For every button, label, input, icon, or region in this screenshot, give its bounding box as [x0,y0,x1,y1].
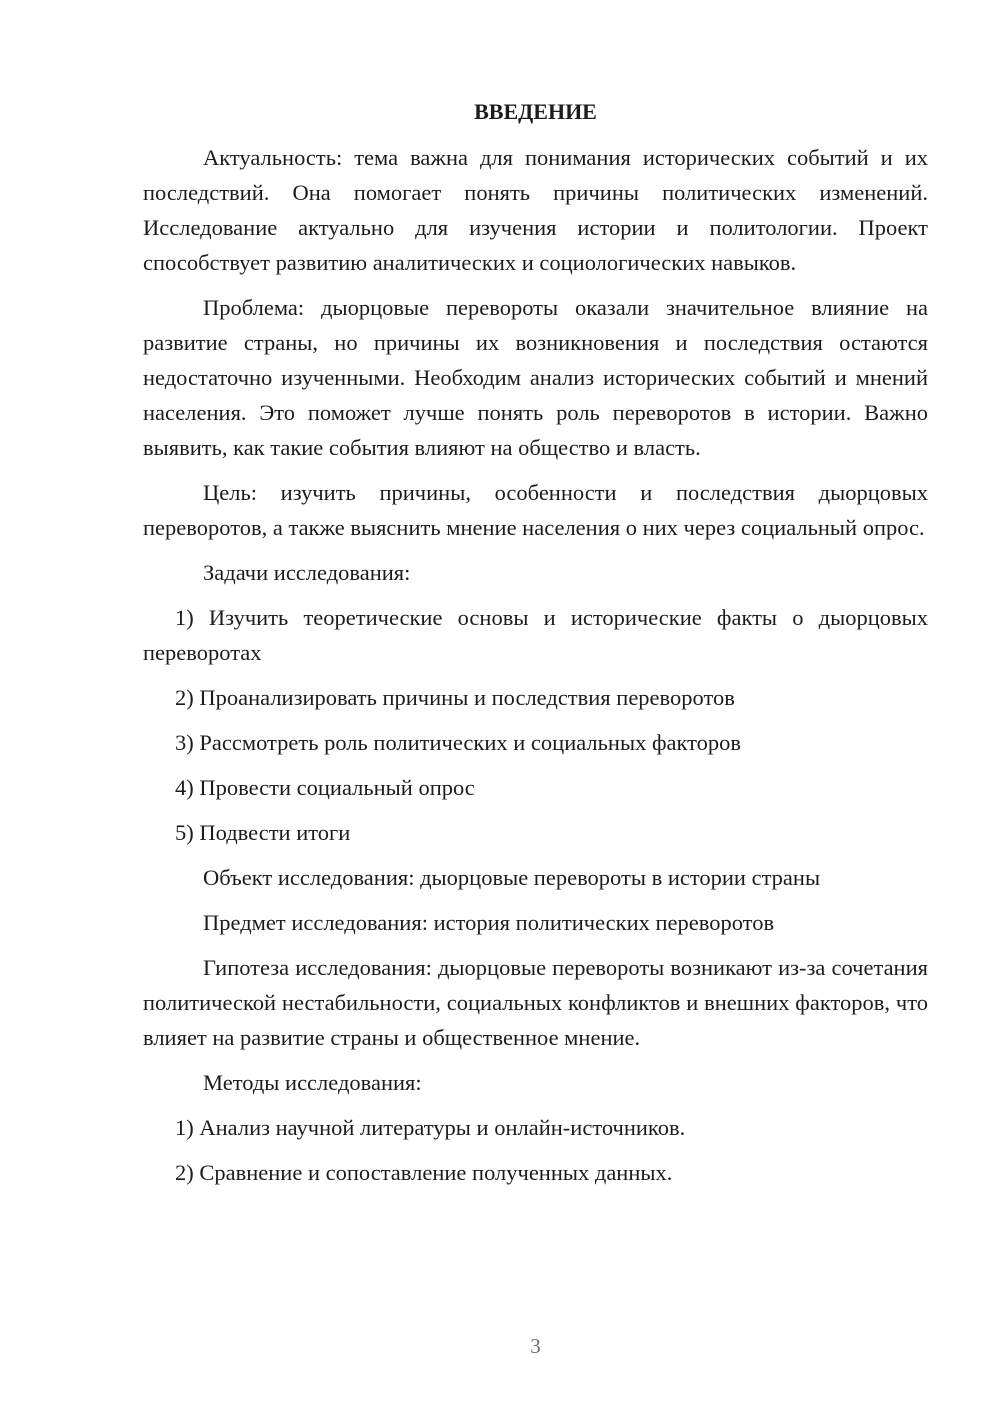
object-paragraph: Объект исследования: дыорцовые перевороты в истории страны [203,865,821,890]
task-item-4: 4) Провести социальный опрос [175,775,475,800]
page-content [143,94,928,1200]
method-item-1: 1) Анализ научной литературы и онлайн-источников. [175,1115,686,1140]
goal-paragraph: Цель: изучить причины, особенности и последствия дыорцовых переворотов, а также выяснить мнение населения о них через социальный опрос. [143,480,928,540]
task-item-2: 2) Проанализировать причины и последствия переворотов [175,685,735,710]
subject-paragraph: Предмет исследования: история политических переворотов [203,910,775,935]
task-item-3: 3) Рассмотреть роль политических и социальных факторов [175,730,742,755]
task-item-1: 1) Изучить теоретические основы и исторические факты о дыорцовых переворотах [143,605,928,665]
page-title: ВВЕДЕНИЕ [474,99,597,124]
methods-heading: Методы исследования: [203,1070,422,1095]
hypothesis-paragraph: Гипотеза исследования: дыорцовые перевороты возникают из-за сочетания политической нестабильности, социальных конфликтов и внешних факторов, что влияет на развитие страны и общественное мнение. [143,955,928,1050]
tasks-heading: Задачи исследования: [203,560,411,585]
task-item-5: 5) Подвести итоги [175,820,351,845]
page-number: 3 [530,1334,541,1358]
relevance-paragraph: Актуальность: тема важна для понимания исторических событий и их последствий. Она помогает понять причины политических изменений. Исследование актуально для изучения истории и политологии. Проект способствует развитию аналитических и социологических навыков. [143,145,928,275]
method-item-2: 2) Сравнение и сопоставление полученных данных. [175,1160,673,1185]
problem-paragraph: Проблема: дыорцовые перевороты оказали значительное влияние на развитие страны, но причины их возникновения и последствия остаются недостаточно изученными. Необходим анализ исторических событий и мнений населения. Это поможет лучше понять роль переворотов в истории. Важно выявить, как такие события влияют на общество и власть. [143,295,928,460]
